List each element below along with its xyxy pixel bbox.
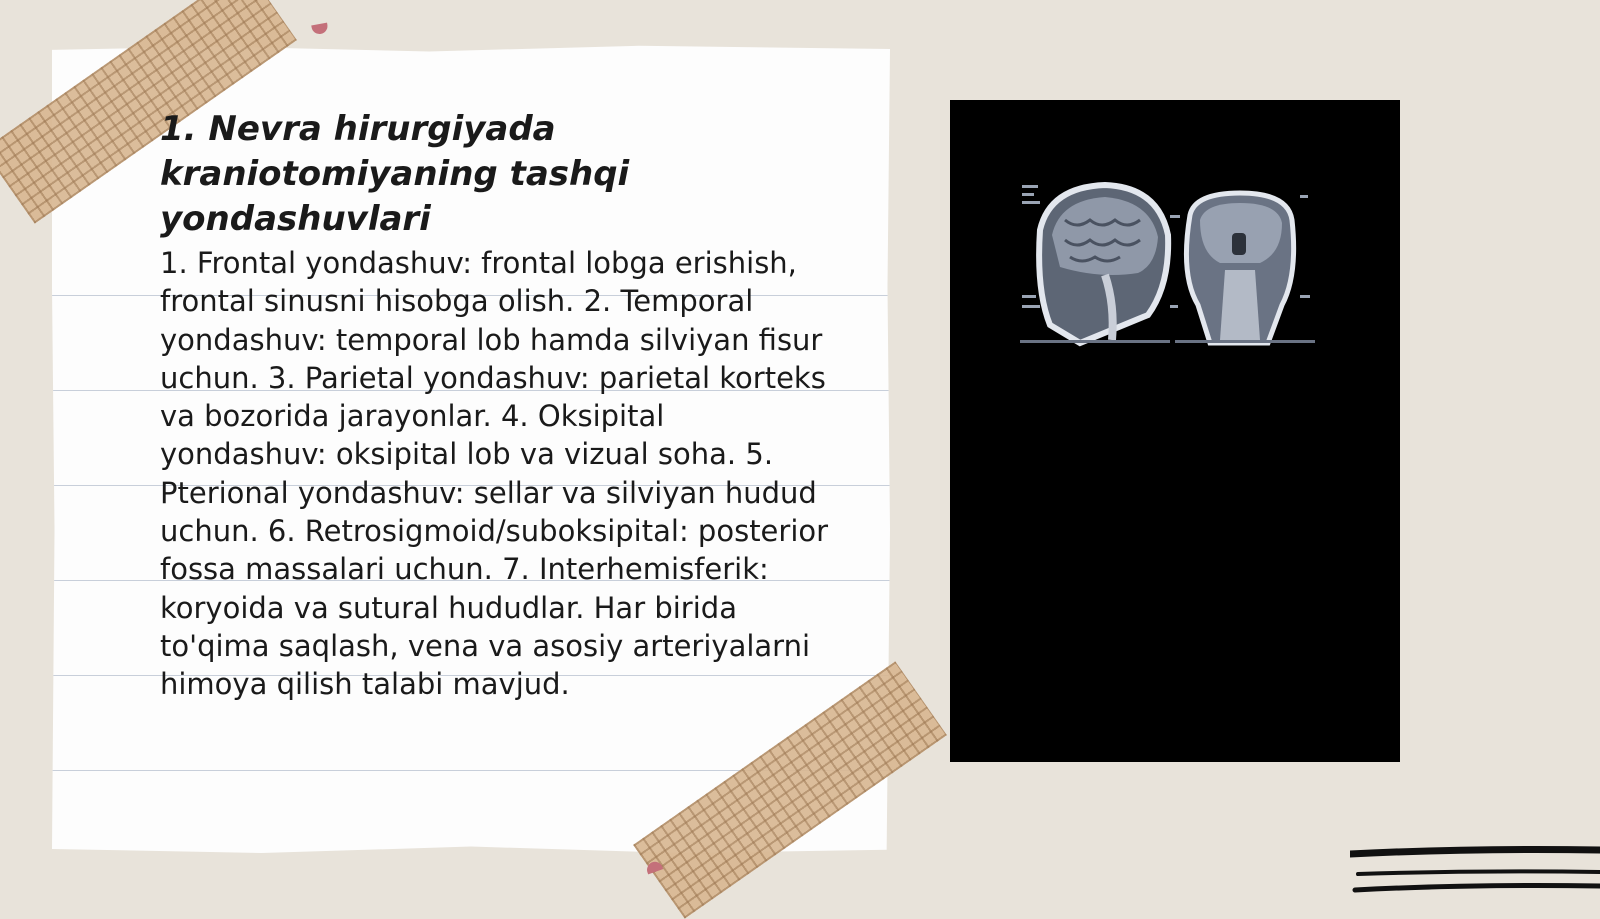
slide-body-text: 1. Frontal yondashuv: frontal lobga erishish, frontal sinusni hisobga olish. 2. Temporal yondashuv: temporal lob hamda silviyan fisur uchun. 3. Parietal yondashuv: parietal korteks va bozorida jarayonlar. 4. Oksipital yondashuv: oksipital lob va vizual soha. 5. Pterional yondashuv: sellar va silviyan hudud uchun. 6. Retrosigmoid/suboksipital: posterior fossa massalari uchun. 7. Interhemisferik: koryoida va sutural hududlar. Har birida to'qima saqlash, vena va asosiy arteriyalarni himoya qilish talabi mavjud. xyxy=(160,246,829,702)
brush-stroke-decoration xyxy=(1350,846,1600,900)
pin-decoration xyxy=(311,23,328,36)
slide-content xyxy=(160,107,840,704)
mri-photo xyxy=(950,100,1400,762)
brain-mri-scan-icon xyxy=(1020,175,1320,355)
slide-title: 1. Nevra hirurgiyada kraniotomiyaning tashqi yondashuvlari xyxy=(160,109,630,239)
